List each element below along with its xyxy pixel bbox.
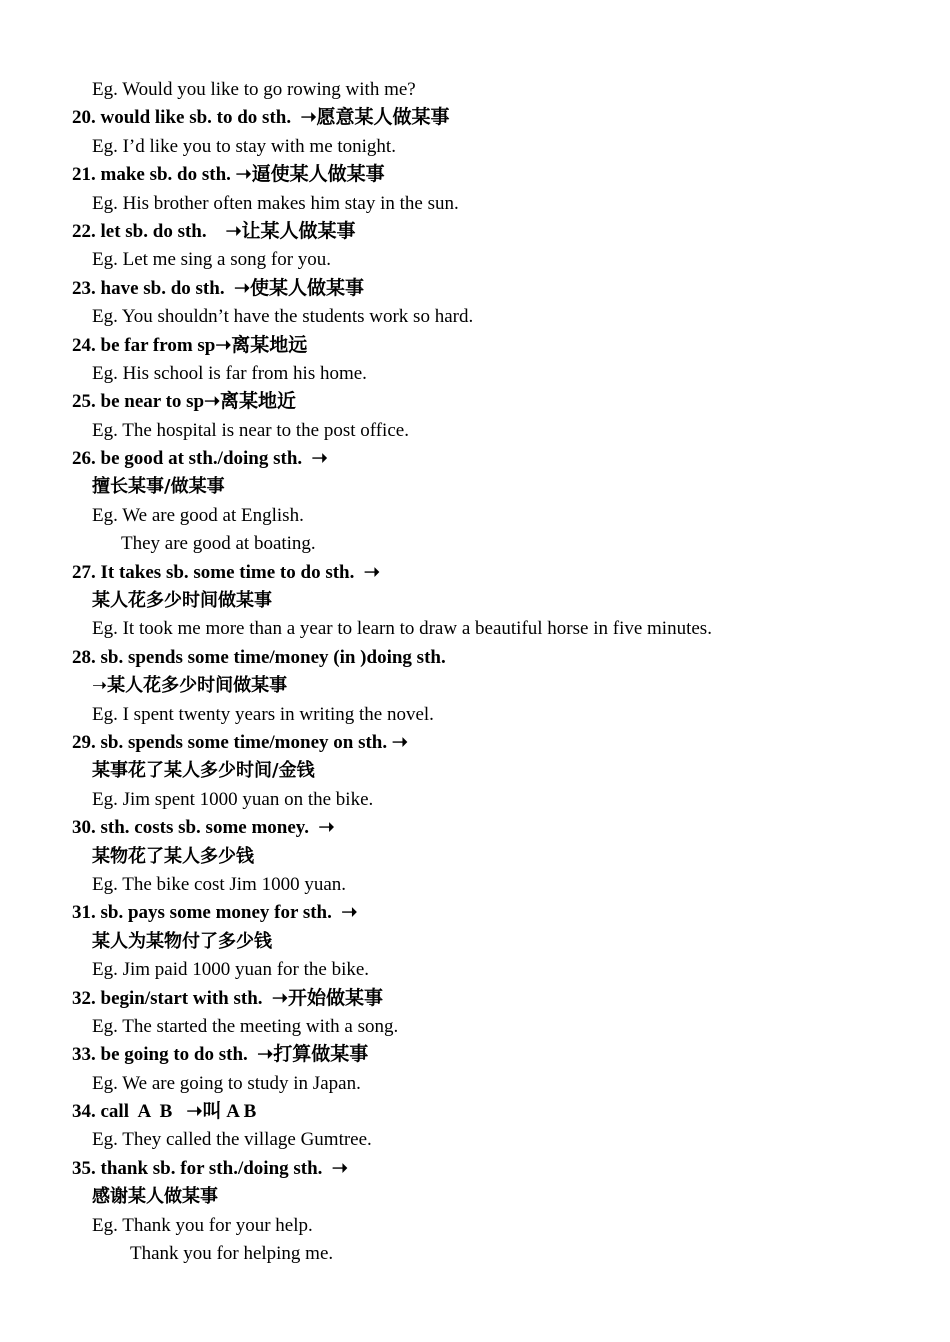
phrase-heading: 21. make sb. do sth. ➝逼使某人做某事 <box>72 164 385 186</box>
example-sentence: Eg. They called the village Gumtree. <box>92 1129 372 1151</box>
example-sentence: Eg. I spent twenty years in writing the novel. <box>92 703 434 725</box>
phrase-heading: 32. begin/start with sth. ➝开始做某事 <box>72 987 383 1009</box>
chinese-meaning: 某人为某物付了多少钱 <box>92 930 272 952</box>
example-sentence: Eg. His school is far from his home. <box>92 362 367 384</box>
phrase-heading: 22. let sb. do sth. ➝让某人做某事 <box>72 220 356 242</box>
example-sentence: Eg. You shouldn’t have the students work so hard. <box>92 306 474 328</box>
example-sentence: Eg. We are going to study in Japan. <box>92 1072 361 1094</box>
phrase-heading: 35. thank sb. for sth./doing sth. ➝ <box>72 1157 348 1179</box>
example-sentence: Eg. I’d like you to stay with me tonight. <box>92 135 396 157</box>
phrase-heading: 31. sb. pays some money for sth. ➝ <box>72 902 358 924</box>
chinese-meaning: 某物花了某人多少钱 <box>92 845 254 867</box>
phrase-heading: 33. be going to do sth. ➝打算做某事 <box>72 1044 369 1066</box>
chinese-meaning: 擅长某事/做某事 <box>92 476 225 498</box>
example-sentence: Eg. The started the meeting with a song. <box>92 1015 399 1037</box>
example-sentence: Eg. The bike cost Jim 1000 yuan. <box>92 873 347 895</box>
phrase-heading: 34. call A B ➝叫 A B <box>72 1101 257 1123</box>
phrase-heading: 26. be good at sth./doing sth. ➝ <box>72 448 328 470</box>
example-continuation: Thank you for helping me. <box>130 1243 334 1265</box>
example-sentence: Eg. We are good at English. <box>92 504 304 526</box>
phrase-heading: 28. sb. spends some time/money (in )doing sth. <box>72 646 446 668</box>
example-sentence: Eg. Jim paid 1000 yuan for the bike. <box>92 959 370 981</box>
chinese-meaning: ➝某人花多少时间做某事 <box>92 675 288 697</box>
chinese-meaning: 某人花多少时间做某事 <box>92 590 272 612</box>
example-sentence: Eg. Thank you for your help. <box>92 1214 313 1236</box>
phrase-heading: 30. sth. costs sb. some money. ➝ <box>72 817 335 839</box>
example-sentence: Eg. Let me sing a song for you. <box>92 249 332 271</box>
chinese-meaning: 感谢某人做某事 <box>92 1186 218 1208</box>
chinese-meaning: 某事花了某人多少时间/金钱 <box>92 760 315 782</box>
phrase-heading: 24. be far from sp➝离某地远 <box>72 334 308 356</box>
example-sentence: Eg. It took me more than a year to learn to draw a beautiful horse in five minutes. <box>92 618 712 640</box>
phrase-heading: 23. have sb. do sth. ➝使某人做某事 <box>72 277 364 299</box>
phrase-heading: 29. sb. spends some time/money on sth. ➝ <box>72 731 408 753</box>
example-sentence: Eg. His brother often makes him stay in the sun. <box>92 192 459 214</box>
example-sentence: Eg. Would you like to go rowing with me? <box>92 79 416 100</box>
example-sentence: Eg. The hospital is near to the post office. <box>92 419 409 441</box>
phrase-heading: 27. It takes sb. some time to do sth. ➝ <box>72 561 380 583</box>
example-sentence: Eg. Jim spent 1000 yuan on the bike. <box>92 788 374 810</box>
phrase-heading: 25. be near to sp➝离某地近 <box>72 391 297 413</box>
phrase-heading: 20. would like sb. to do sth. ➝愿意某人做某事 <box>72 107 450 129</box>
example-continuation: They are good at boating. <box>121 533 316 555</box>
